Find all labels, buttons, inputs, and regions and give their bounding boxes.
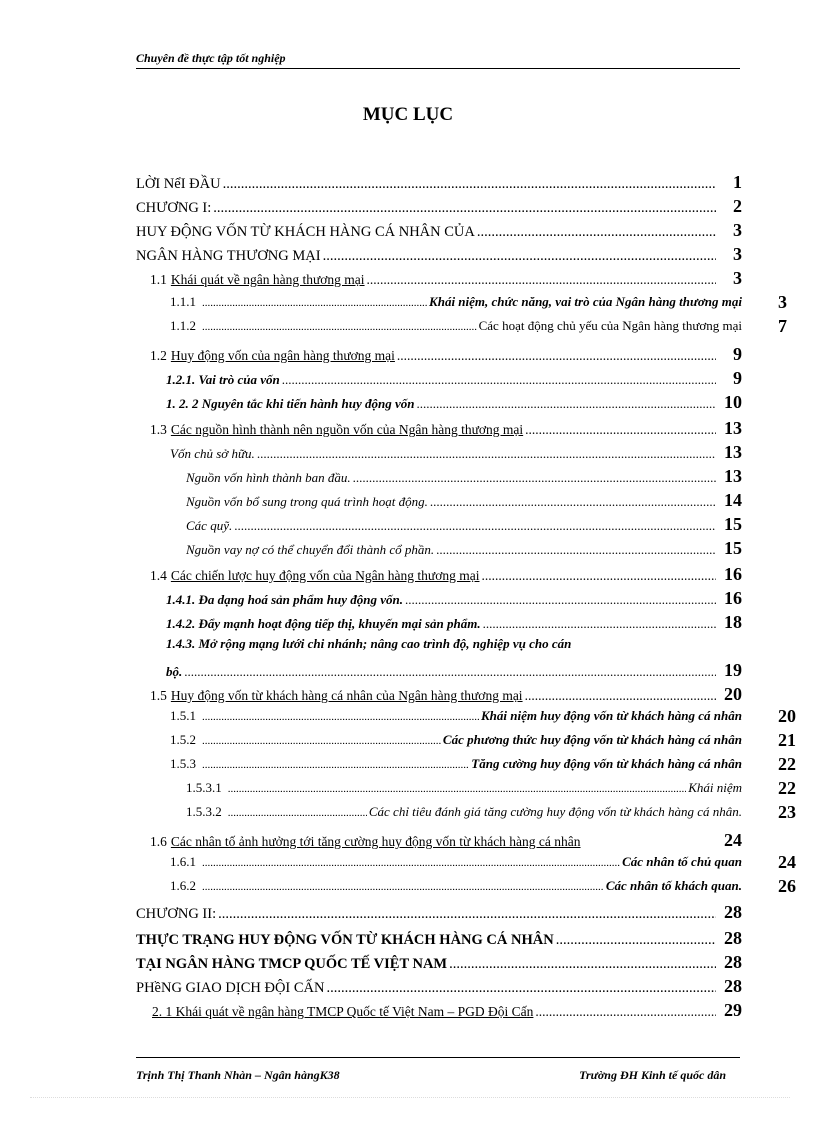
toc-leader-dots xyxy=(430,494,716,510)
toc-entry[interactable] xyxy=(136,902,742,923)
toc-entry-label: Vốn chủ sở hữu. xyxy=(170,446,255,461)
footer-school: Trường ĐH Kinh tế quốc dân xyxy=(579,1068,726,1082)
toc-page-number: 28 xyxy=(724,928,742,948)
toc-leader-dots xyxy=(184,664,716,680)
toc-leader-dots xyxy=(257,446,716,462)
toc-page-number: 24 xyxy=(724,830,742,850)
toc-entry[interactable] xyxy=(170,878,742,894)
toc-entry[interactable] xyxy=(186,514,742,535)
toc-entry-label: 1.4.3. Mở rộng mạng lưới chi nhánh; nâng cao trình độ, nghiệp vụ cho cán xyxy=(166,636,572,651)
toc-entry-number: 1.5.1 xyxy=(170,708,196,723)
toc-entry-label: Các nhân tố khách quan. xyxy=(605,878,742,893)
toc-entry[interactable] xyxy=(136,976,742,997)
toc-leader-dots xyxy=(323,248,716,265)
toc-page-number: 22 xyxy=(778,754,796,774)
toc-entry-label: CHƯƠNG I: xyxy=(136,200,212,216)
toc-page-number: 28 xyxy=(724,952,742,972)
toc-entry-label: LỜI NểI ĐẦU xyxy=(136,176,221,192)
toc-entry[interactable] xyxy=(186,538,742,559)
toc-page-number: 29 xyxy=(724,1000,742,1020)
toc-page-number: 26 xyxy=(778,876,796,896)
toc-leader-dots xyxy=(481,568,716,584)
toc-entry-label: Các hoạt động chủ yếu của Ngân hàng thương mại xyxy=(478,318,742,333)
toc-leader-dots xyxy=(535,1004,716,1020)
toc-entry-label: Khái niệm xyxy=(688,780,742,795)
toc-entry[interactable] xyxy=(136,172,742,193)
toc-entry-label: THỰC TRẠNG HUY ĐỘNG VỐN TỪ KHÁCH HÀNG CÁ NHÂN xyxy=(136,932,554,948)
toc-page-number: 19 xyxy=(724,660,742,680)
toc-leader-dots xyxy=(525,422,716,438)
toc-entry[interactable] xyxy=(152,1000,742,1021)
toc-entry-number: 1.6 xyxy=(150,834,167,849)
toc-entry[interactable] xyxy=(166,392,742,413)
toc-entry-label: Khái quát về ngân hàng thương mại xyxy=(170,272,365,287)
toc-entry-label: HUY ĐỘNG VỐN TỪ KHÁCH HÀNG CÁ NHÂN CỦA xyxy=(136,224,475,240)
toc-page-number: 22 xyxy=(778,778,796,798)
toc-leader-dots xyxy=(449,956,716,973)
toc-entry-label: TẠI NGÂN HÀNG TMCP QUỐC TẾ VIỆT NAM xyxy=(136,956,448,972)
toc-page-number: 23 xyxy=(778,802,796,822)
toc-page-number: 20 xyxy=(724,684,742,704)
toc-page-number: 28 xyxy=(724,976,742,996)
toc-entry-number: 1.5.3 xyxy=(170,756,196,771)
toc-entry[interactable] xyxy=(136,220,742,241)
toc-page-number: 7 xyxy=(778,316,787,336)
toc-entry-label: 2. 1 Khái quát về ngân hàng TMCP Quốc tế Việt Nam – PGD Đội Cấn xyxy=(152,1004,534,1019)
toc-entry-number: 1.1.1 xyxy=(170,294,196,309)
toc-entry[interactable] xyxy=(150,418,742,439)
toc-leader-dots xyxy=(525,688,716,704)
page-bottom-divider xyxy=(30,1097,790,1098)
toc-page-number: 15 xyxy=(724,538,742,558)
toc-entry-label: Các phương thức huy động vốn từ khách hàng cá nhân xyxy=(442,732,742,747)
toc-entry-label: 1.2.1. Vai trò của vốn xyxy=(166,372,280,387)
toc-entry-label: Các nguồn hình thành nên nguồn vốn của Ngân hàng thương mại xyxy=(170,422,524,437)
toc-entry[interactable] xyxy=(170,442,742,463)
toc-page-number: 16 xyxy=(724,564,742,584)
toc-entry[interactable] xyxy=(136,244,742,265)
toc-page-number: 9 xyxy=(733,368,742,388)
header-text: Chuyên đề thực tập tốt nghiệp xyxy=(136,51,286,65)
toc-leader-dots xyxy=(202,759,469,771)
toc-page-number: 3 xyxy=(733,268,742,288)
toc-page-number: 18 xyxy=(724,612,742,632)
toc-entry[interactable] xyxy=(150,268,742,289)
toc-entry-label: 1.4.2. Đẩy mạnh hoạt động tiếp thị, khuyến mại sản phẩm. xyxy=(166,616,481,631)
toc-entry-number: 1.5.3.2 xyxy=(186,804,222,819)
toc-page-number: 2 xyxy=(733,196,742,216)
toc-entry[interactable] xyxy=(186,780,742,796)
toc-entry[interactable] xyxy=(186,804,742,820)
page-title: MỤC LỤC xyxy=(362,104,454,125)
toc-entry-label: Các quỹ. xyxy=(186,518,233,533)
toc-entry-label: 1. 2. 2 Nguyên tắc khi tiến hành huy động vốn xyxy=(166,396,415,411)
toc-leader-dots xyxy=(202,857,620,869)
toc-page-number: 15 xyxy=(724,514,742,534)
toc-leader-dots xyxy=(477,224,716,241)
toc-entry-label: Khái niệm, chức năng, vai trò của Ngân hàng thương mại xyxy=(429,294,742,309)
toc-page-number: 3 xyxy=(733,220,742,240)
toc-leader-dots xyxy=(353,470,716,486)
toc-entry-label: PHềNG GIAO DỊCH ĐỘI CẤN xyxy=(136,980,325,996)
toc-entry[interactable] xyxy=(166,368,742,389)
toc-entry[interactable] xyxy=(166,588,742,609)
toc-entry[interactable] xyxy=(136,928,742,949)
toc-entry-label: Khái niệm huy động vốn từ khách hàng cá nhân xyxy=(481,708,742,723)
toc-page-number: 13 xyxy=(724,466,742,486)
toc-leader-dots xyxy=(327,980,717,997)
toc-entry[interactable] xyxy=(150,830,742,851)
toc-entry-number: 1.3 xyxy=(150,422,167,437)
toc-leader-dots xyxy=(202,297,427,309)
toc-entry[interactable] xyxy=(150,344,742,365)
toc-entry[interactable] xyxy=(186,490,742,511)
toc-entry-number: 1.1.2 xyxy=(170,318,196,333)
toc-entry[interactable] xyxy=(170,294,742,310)
toc-leader-dots xyxy=(397,348,716,364)
toc-entry[interactable] xyxy=(170,708,742,724)
toc-page-number: 28 xyxy=(724,902,742,922)
toc-entry[interactable] xyxy=(170,318,742,334)
toc-entry[interactable] xyxy=(170,756,742,772)
toc-leader-dots xyxy=(223,176,716,193)
toc-entry-label: Các chiến lược huy động vốn của Ngân hàng thương mại xyxy=(170,568,480,583)
toc-leader-dots xyxy=(202,881,604,893)
toc-leader-dots xyxy=(234,518,716,534)
toc-entry-label: Tăng cường huy động vốn từ khách hàng cá nhân xyxy=(471,756,742,771)
toc-entry[interactable] xyxy=(150,564,742,585)
toc-page-number: 16 xyxy=(724,588,742,608)
toc-leader-dots xyxy=(202,711,479,723)
toc-leader-dots xyxy=(483,616,716,632)
toc-leader-dots xyxy=(218,906,716,923)
toc-entry-number: 1.5 xyxy=(150,688,167,703)
footer-author: Trịnh Thị Thanh Nhàn – Ngân hàngK38 xyxy=(136,1068,340,1082)
toc-entry-label: Huy động vốn của ngân hàng thương mại xyxy=(170,348,395,363)
toc-page-number: 10 xyxy=(724,392,742,412)
toc-entry-number: 1.5.2 xyxy=(170,732,196,747)
toc-entry-number: 1.6.2 xyxy=(170,878,196,893)
toc-page-number: 13 xyxy=(724,418,742,438)
toc-entry[interactable] xyxy=(136,952,742,973)
toc-leader-dots xyxy=(202,321,477,333)
toc-leader-dots xyxy=(228,807,367,819)
toc-page-number: 14 xyxy=(724,490,742,510)
toc-page-number: 24 xyxy=(778,852,796,872)
toc-entry-number: 1.1 xyxy=(150,272,167,287)
toc-page-number: 20 xyxy=(778,706,796,726)
toc-entry-number: 1.6.1 xyxy=(170,854,196,869)
toc-entry-label: Các nhân tố chủ quan xyxy=(622,854,742,869)
toc-entry-number: 1.5.3.1 xyxy=(186,780,222,795)
toc-entry[interactable] xyxy=(170,732,742,748)
toc-entry[interactable] xyxy=(166,660,742,681)
toc-entry[interactable] xyxy=(166,636,742,652)
toc-leader-dots xyxy=(282,372,716,388)
toc-entry-number: 1.4 xyxy=(150,568,167,583)
toc-page-number: 1 xyxy=(733,172,742,192)
toc-leader-dots xyxy=(228,783,686,795)
toc-entry-label: Huy động vốn từ khách hàng cá nhân của Ngân hàng thương mại xyxy=(170,688,523,703)
toc-entry-label: bộ. xyxy=(166,664,183,679)
toc-entry-label: Các chỉ tiêu đánh giá tăng cường huy động vốn từ khách hàng cá nhân. xyxy=(368,804,742,819)
toc-entry[interactable] xyxy=(166,612,742,633)
toc-leader-dots xyxy=(405,592,716,608)
toc-entry[interactable] xyxy=(136,196,742,217)
toc-leader-dots xyxy=(367,272,716,288)
toc-entry-label: Các nhân tố ảnh hưởng tới tăng cường huy động vốn từ khách hàng cá nhân xyxy=(170,834,581,849)
toc-entry-label: Nguồn vốn bổ sung trong quá trình hoạt động. xyxy=(186,494,428,509)
toc-entry[interactable] xyxy=(170,854,742,870)
toc-page-number: 13 xyxy=(724,442,742,462)
toc-entry-label: CHƯƠNG II: xyxy=(136,906,217,922)
toc-leader-dots xyxy=(213,200,716,217)
toc-page-number: 9 xyxy=(733,344,742,364)
toc-entry-label: 1.4.1. Đa dạng hoá sản phẩm huy động vốn. xyxy=(166,592,403,607)
toc-entry-number: 1.2 xyxy=(150,348,167,363)
toc-page-number: 3 xyxy=(733,244,742,264)
toc-page-number: 3 xyxy=(778,292,787,312)
toc-entry-label: Nguồn vốn hình thành ban đầu. xyxy=(186,470,351,485)
page-footer xyxy=(136,1057,740,1083)
toc-entry-label: Nguồn vay nợ có thể chuyển đổi thành cổ phần. xyxy=(186,542,435,557)
toc-leader-dots xyxy=(556,932,716,949)
toc-leader-dots xyxy=(202,735,441,747)
toc-leader-dots xyxy=(436,542,716,558)
toc-entry[interactable] xyxy=(186,466,742,487)
toc-page-number: 21 xyxy=(778,730,796,750)
toc-entry[interactable] xyxy=(150,684,742,705)
toc-leader-dots xyxy=(417,396,717,412)
toc-entry-label: NGÂN HÀNG THƯƠNG MẠI xyxy=(136,248,321,264)
